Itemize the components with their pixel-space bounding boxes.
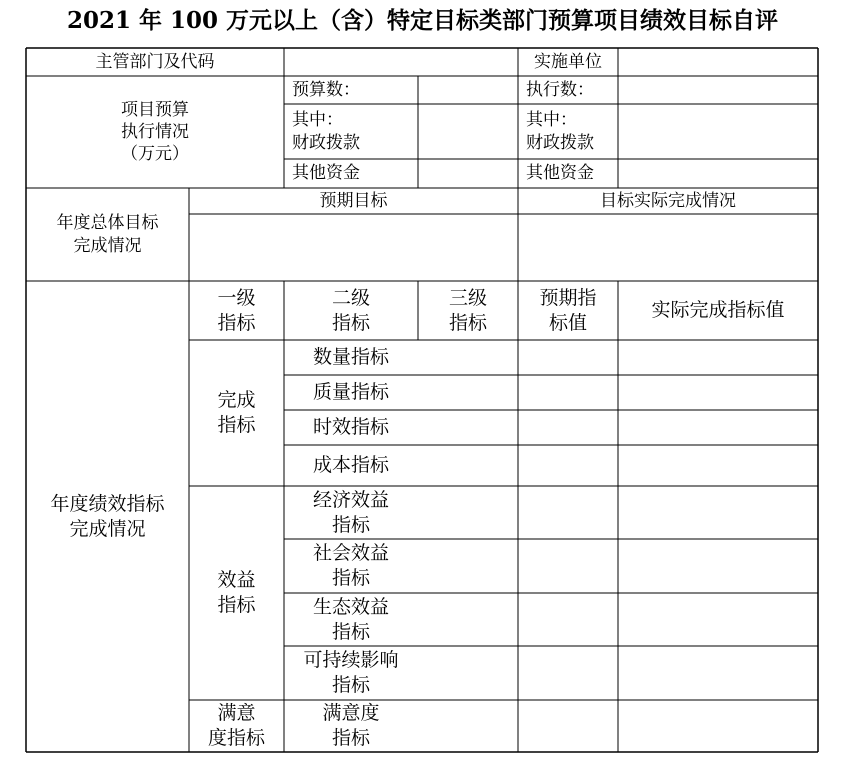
level3-value-field[interactable] <box>418 593 518 646</box>
indicator-satisfaction: 满意度 指标 <box>322 702 380 749</box>
indicator-quality: 质量指标 <box>312 381 389 404</box>
impl-unit-label: 实施单位 <box>534 51 602 72</box>
indicator-timeliness: 时效指标 <box>312 416 389 439</box>
actual-value-field[interactable] <box>618 539 818 593</box>
budget-section-label: 项目预算 执行情况 （万元） <box>121 99 189 165</box>
actual-value-field[interactable] <box>618 700 818 752</box>
level1-header: 一级 指标 <box>217 286 256 334</box>
group-label-benefit: 效益 指标 <box>217 569 256 616</box>
level3-value-field[interactable] <box>418 646 518 700</box>
expected-goal-field[interactable] <box>189 214 518 281</box>
dept-code-label: 主管部门及代码 <box>95 51 215 72</box>
actual-value-field[interactable] <box>618 410 818 445</box>
level3-header: 三级 指标 <box>448 286 487 334</box>
group-label-satisfaction: 满意 度指标 <box>207 702 265 749</box>
actual-value-field[interactable] <box>618 445 818 486</box>
impl-unit-field[interactable] <box>618 48 818 76</box>
actual-value-field[interactable] <box>618 375 818 410</box>
executed-amount-label: 执行数： <box>526 79 594 100</box>
performance-section-label: 年度绩效指标 完成情况 <box>50 492 165 540</box>
page-title: 2021 年 100 万元以上（含）特定目标类部门预算项目绩效目标自评 <box>66 7 779 34</box>
dept-code-field[interactable] <box>284 48 518 76</box>
other-funds-budget-label: 其他资金 <box>292 163 360 184</box>
annual-goal-section-label: 年度总体目标 完成情况 <box>56 213 159 256</box>
fiscal-budget-field[interactable] <box>418 104 518 159</box>
expected-value-header: 预期指 标值 <box>539 286 597 334</box>
expected-value-field[interactable] <box>518 340 618 375</box>
level3-value-field[interactable] <box>418 375 518 410</box>
level3-value-field[interactable] <box>418 410 518 445</box>
expected-value-field[interactable] <box>518 375 618 410</box>
level3-value-field[interactable] <box>418 445 518 486</box>
executed-amount-field[interactable] <box>618 76 818 104</box>
indicator-sustainable-impact: 可持续影响 指标 <box>303 649 399 696</box>
actual-value-field[interactable] <box>618 646 818 700</box>
expected-value-field[interactable] <box>518 593 618 646</box>
expected-value-field[interactable] <box>518 646 618 700</box>
actual-value-field[interactable] <box>618 593 818 646</box>
expected-value-field[interactable] <box>518 445 618 486</box>
level3-value-field[interactable] <box>418 340 518 375</box>
expected-value-field[interactable] <box>518 410 618 445</box>
actual-value-field[interactable] <box>618 486 818 539</box>
indicator-ecological-benefit: 生态效益 指标 <box>312 595 389 643</box>
fiscal-budget-label: 其中： 财政拨款 <box>292 110 360 153</box>
other-funds-exec-label: 其他资金 <box>526 163 594 184</box>
fiscal-exec-field[interactable] <box>618 104 818 159</box>
level3-value-field[interactable] <box>418 486 518 539</box>
budget-amount-label: 预算数： <box>292 79 360 100</box>
indicator-cost: 成本指标 <box>312 454 389 477</box>
level2-header: 二级 指标 <box>331 286 370 334</box>
indicator-social-benefit: 社会效益 指标 <box>312 542 389 589</box>
expected-goal-header: 预期目标 <box>319 190 388 211</box>
actual-goal-field[interactable] <box>518 214 818 281</box>
expected-value-field[interactable] <box>518 539 618 593</box>
actual-value-header: 实际完成指标值 <box>651 299 785 322</box>
level3-value-field[interactable] <box>418 700 518 752</box>
actual-goal-header: 目标实际完成情况 <box>600 190 736 211</box>
budget-amount-field[interactable] <box>418 76 518 104</box>
other-funds-exec-field[interactable] <box>618 159 818 188</box>
level3-value-field[interactable] <box>418 539 518 593</box>
indicator-economic-benefit: 经济效益 指标 <box>312 488 389 536</box>
indicator-quantity: 数量指标 <box>312 346 389 369</box>
other-funds-budget-field[interactable] <box>418 159 518 188</box>
fiscal-exec-label: 其中： 财政拨款 <box>526 110 594 153</box>
expected-value-field[interactable] <box>518 700 618 752</box>
group-label-completion: 完成 指标 <box>217 389 256 436</box>
actual-value-field[interactable] <box>618 340 818 375</box>
expected-value-field[interactable] <box>518 486 618 539</box>
